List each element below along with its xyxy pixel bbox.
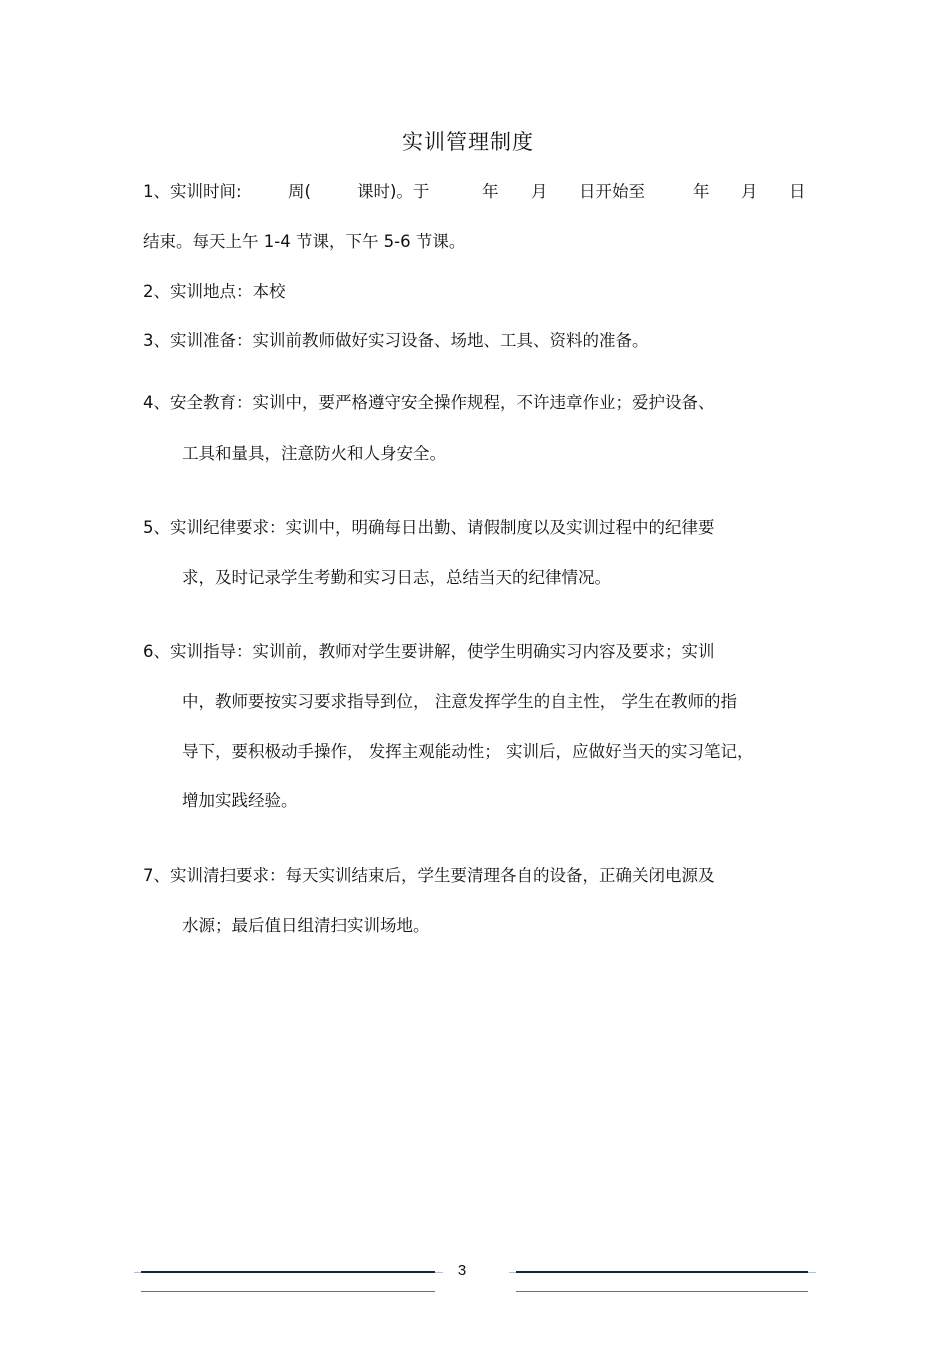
item-2-location: 2、实训地点：本校 <box>143 282 286 301</box>
item-7-line-1: 7、实训清扫要求：每天实训结束后，学生要清理各自的设备，正确关闭电源及 <box>143 866 715 885</box>
document-title: 实训管理制度 <box>402 130 534 154</box>
item-5-line-2: 求，及时记录学生考勤和实习日志，总结当天的纪律情况。 <box>182 568 611 587</box>
item-1-day-start: 日开始至 <box>579 182 645 201</box>
item-6-line-2: 中，教师要按实习要求指导到位， 注意发挥学生的自主性， 学生在教师的指 <box>182 692 737 711</box>
item-1-hours: 课时)。于 <box>357 182 430 201</box>
item-3-preparation: 3、实训准备：实训前教师做好实习设备、场地、工具、资料的准备。 <box>143 331 649 350</box>
footer-rule-left-tail <box>435 1272 443 1273</box>
footer-rule-right-bottom <box>516 1291 808 1292</box>
footer-rule-left-top <box>141 1271 435 1273</box>
footer-rule-right-tail <box>808 1272 816 1273</box>
item-7-line-2: 水源；最后值日组清扫实训场地。 <box>182 916 430 935</box>
item-1-day-end: 日 <box>789 182 806 201</box>
item-1-month-start: 月 <box>531 182 548 201</box>
item-1-week: 周( <box>288 182 311 201</box>
item-1-line-2: 结束。每天上午 1-4 节课，下午 5-6 节课。 <box>143 232 466 251</box>
item-1-month-end: 月 <box>741 182 758 201</box>
item-1-year-end: 年 <box>693 182 710 201</box>
item-6-line-1: 6、实训指导：实训前，教师对学生要讲解，使学生明确实习内容及要求；实训 <box>143 642 715 661</box>
item-4-line-1: 4、安全教育：实训中，要严格遵守安全操作规程，不许违章作业；爱护设备、 <box>143 393 715 412</box>
item-6-line-3: 导下，要积极动手操作， 发挥主观能动性； 实训后，应做好当天的实习笔记， <box>182 742 754 761</box>
page-number: 3 <box>457 1262 467 1279</box>
footer-rule-left-bottom <box>141 1291 435 1292</box>
item-1-year-start: 年 <box>482 182 499 201</box>
item-1-prefix: 1、实训时间: <box>143 182 242 201</box>
footer-rule-right-top <box>516 1271 808 1273</box>
item-4-line-2: 工具和量具，注意防火和人身安全。 <box>182 444 446 463</box>
item-5-line-1: 5、实训纪律要求：实训中，明确每日出勤、请假制度以及实训过程中的纪律要 <box>143 518 715 537</box>
item-6-line-4: 增加实践经验。 <box>182 791 298 810</box>
